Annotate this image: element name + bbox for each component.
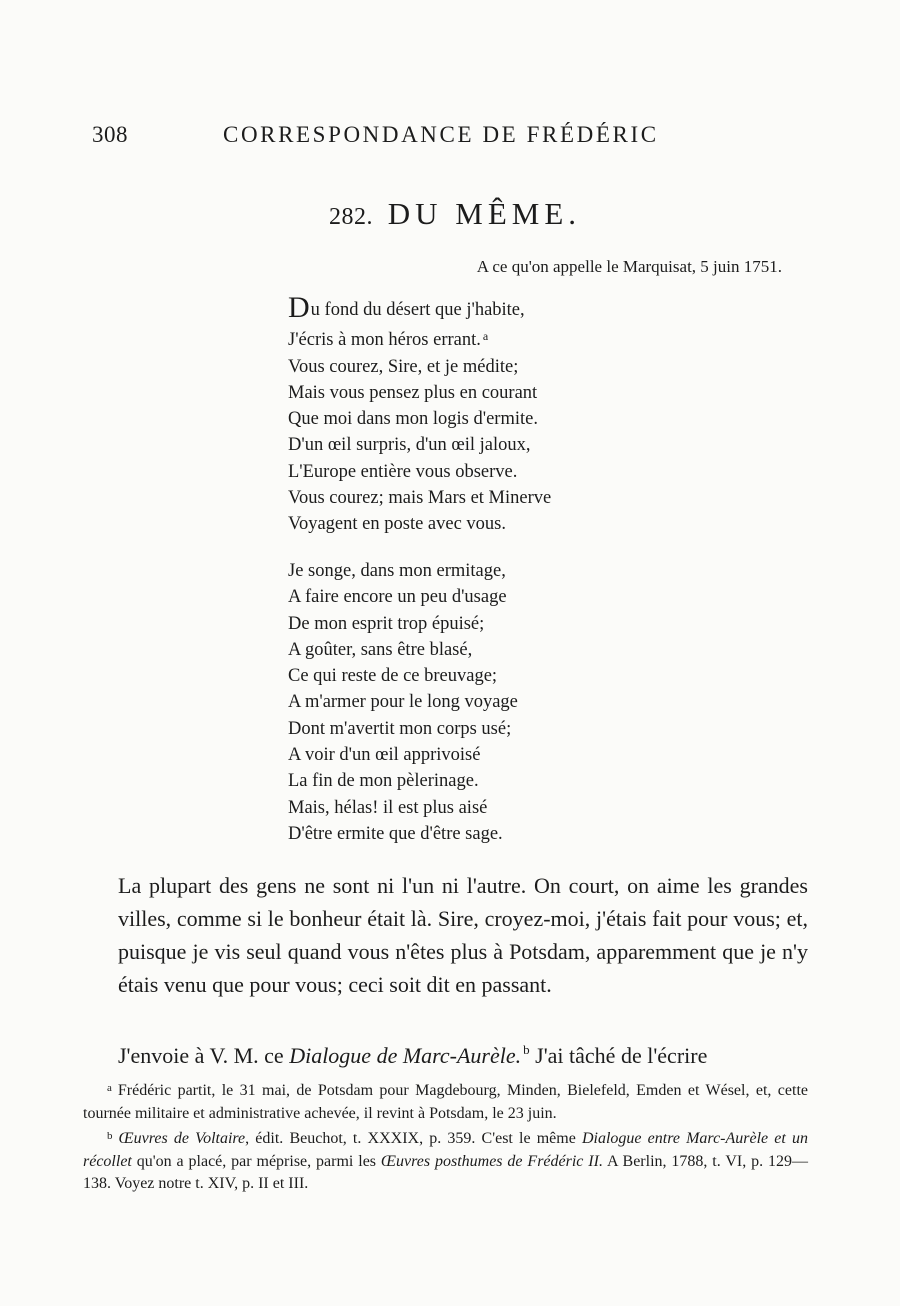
- footnote-ref-a[interactable]: a: [482, 329, 489, 344]
- footnote-ref-b[interactable]: b: [523, 1042, 530, 1057]
- verse-line-text: J'écris à mon héros errant.: [288, 330, 481, 351]
- poem-stanza-2: [288, 558, 518, 847]
- letter-heading: [0, 196, 900, 232]
- paragraph-text: [118, 1033, 808, 1072]
- footnote-a: [83, 1077, 808, 1125]
- footnote-text: qu'on a placé, par méprise, parmi les: [131, 1152, 381, 1170]
- footnote-text: , édit. Beuchot, t. XXXIX, p. 359. C'est le même: [245, 1130, 582, 1147]
- verse-line: Ce qui reste de ce breuvage;: [288, 666, 498, 687]
- footnote-work-title: Œuvres posthumes de Frédéric II.: [380, 1152, 603, 1170]
- verse-line: A goûter, sans être blasé,: [288, 639, 473, 660]
- verse-line: De mon esprit trop épuisé;: [288, 613, 485, 634]
- verse-line: D'être ermite que d'être sage.: [288, 823, 503, 844]
- verse-line: Dont m'avertit mon corps usé;: [288, 718, 512, 739]
- footnote-text: A Berlin, 1788, t. VI, p. 129—138. Voyez notre t. XIV, p. II et III.: [83, 1152, 809, 1192]
- footnote-work-title: Œuvres de Voltaire: [118, 1130, 246, 1147]
- verse-line: Vous courez; mais Mars et Minerve: [288, 488, 552, 509]
- letter-number: 282.: [328, 204, 373, 230]
- running-title: CORRESPONDANCE DE FRÉDÉRIC: [223, 122, 659, 147]
- running-head: [92, 122, 692, 154]
- paragraph-text: La plupart des gens ne sont ni l'un ni l'autre. On court, on aime les grandes villes, comme si le bonheur était là. Sire, croyez-moi, j'étais fait pour vous; et, puisque je vis seul quand vous n'êtes plus à Potsdam, apparemment que je n'y étais venu que pour vous; ceci soit dit en passant.: [118, 873, 808, 997]
- verse-line: L'Europe entière vous observe.: [288, 461, 518, 482]
- drop-cap: D: [288, 291, 310, 324]
- verse-line: [288, 291, 551, 324]
- footnote-work-title: Dialogue entre Marc-Aurèle et un récollet: [83, 1130, 808, 1170]
- verse-line: Vous courez, Sire, et je médite;: [288, 356, 519, 377]
- verse-line: A m'armer pour le long voyage: [288, 692, 518, 713]
- paragraph-text-end: J'ai tâché de l'écrire: [529, 1043, 708, 1068]
- work-title: Dialogue de Marc-Aurèle.: [289, 1043, 522, 1068]
- verse-line: Mais, hélas! il est plus aisé: [288, 797, 488, 818]
- verse-line: Je songe, dans mon ermitage,: [288, 561, 506, 581]
- prose-paragraph-1: [118, 869, 808, 1001]
- page-number: 308: [92, 122, 128, 147]
- verse-line: Voyagent en poste avec vous.: [288, 514, 507, 535]
- verse-line-text: u fond du désert que j'habite,: [310, 300, 525, 320]
- dateline: A ce qu'on appelle le Marquisat, 5 juin 1751.: [476, 257, 782, 276]
- verse-line: D'un œil surpris, d'un œil jaloux,: [288, 435, 531, 456]
- footnote-text: Frédéric partit, le 31 mai, de Potsdam pour Magdebourg, Minden, Bielefeld, Emden et Wésel, et, cette tournée militaire et administrative achevée, il revint à Potsdam, le 23 juin.: [83, 1082, 808, 1122]
- prose-paragraph-2: [118, 1033, 808, 1072]
- footnote-mark: a: [107, 1082, 112, 1094]
- verse-line: Mais vous pensez plus en courant: [288, 382, 538, 403]
- verse-line: A faire encore un peu d'usage: [288, 587, 507, 608]
- verse-line: [288, 323, 551, 353]
- footnotes: [83, 1077, 808, 1196]
- letter-title: DU MÊME.: [387, 196, 582, 231]
- footnote-mark: b: [107, 1130, 113, 1142]
- verse-line: La fin de mon pèlerinage.: [288, 771, 479, 792]
- paragraph-text-start: J'envoie à V. M. ce: [118, 1043, 290, 1068]
- footnote-b: [83, 1125, 808, 1196]
- verse-line: A voir d'un œil apprivoisé: [288, 745, 481, 766]
- verse-line: Que moi dans mon logis d'ermite.: [288, 409, 538, 430]
- poem-stanza-1: [288, 291, 552, 538]
